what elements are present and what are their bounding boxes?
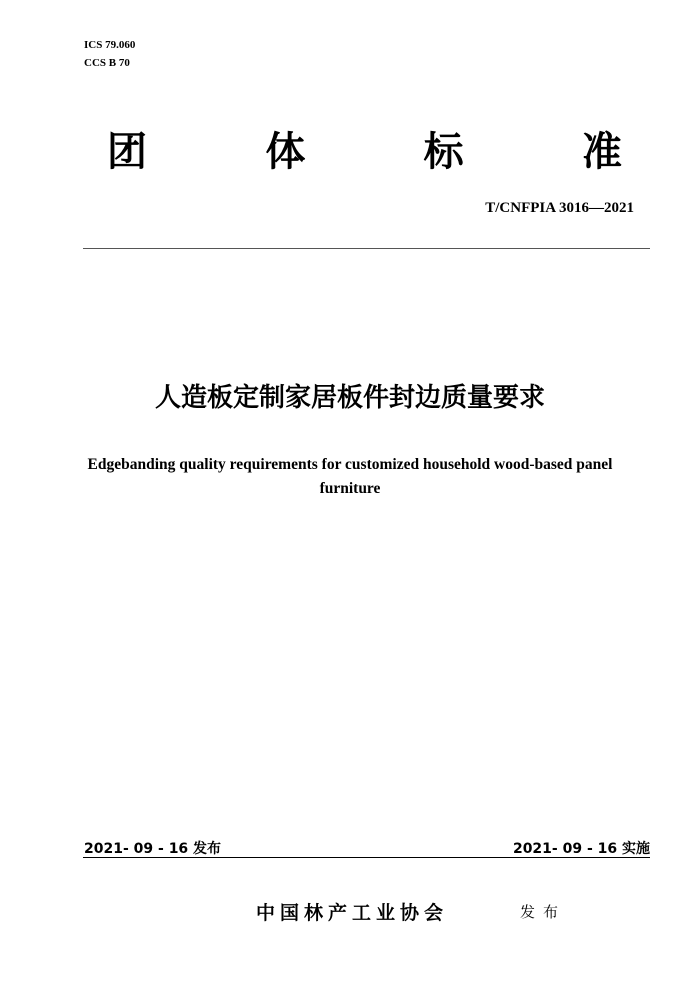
classification-codes: [84, 36, 135, 72]
issuer-action: 发布: [520, 903, 567, 921]
standard-type-char: 体: [265, 129, 306, 175]
issuer-name: 中国林产工业协会: [256, 902, 449, 924]
document-title-english: Edgebanding quality requirements for customized household wood-based panel furniture: [87, 456, 613, 497]
standard-type-char: 团: [107, 129, 147, 175]
ccs-code: CCS B 70: [84, 57, 130, 69]
standard-number: T/CNFPIA 3016—2021: [485, 200, 634, 216]
top-divider: [83, 248, 650, 249]
ics-code: ICS 79.060: [84, 39, 136, 51]
standard-type-char: 标: [423, 129, 464, 175]
effective-date: 2021- 09 - 16 实施: [512, 841, 650, 857]
bottom-divider: [83, 857, 650, 858]
standard-type-char: 准: [581, 129, 622, 175]
issue-date: 2021- 09 - 16 发布: [84, 841, 222, 857]
document-title-chinese: 人造板定制家居板件封边质量要求: [154, 383, 545, 413]
standard-type-heading: [92, 126, 637, 178]
